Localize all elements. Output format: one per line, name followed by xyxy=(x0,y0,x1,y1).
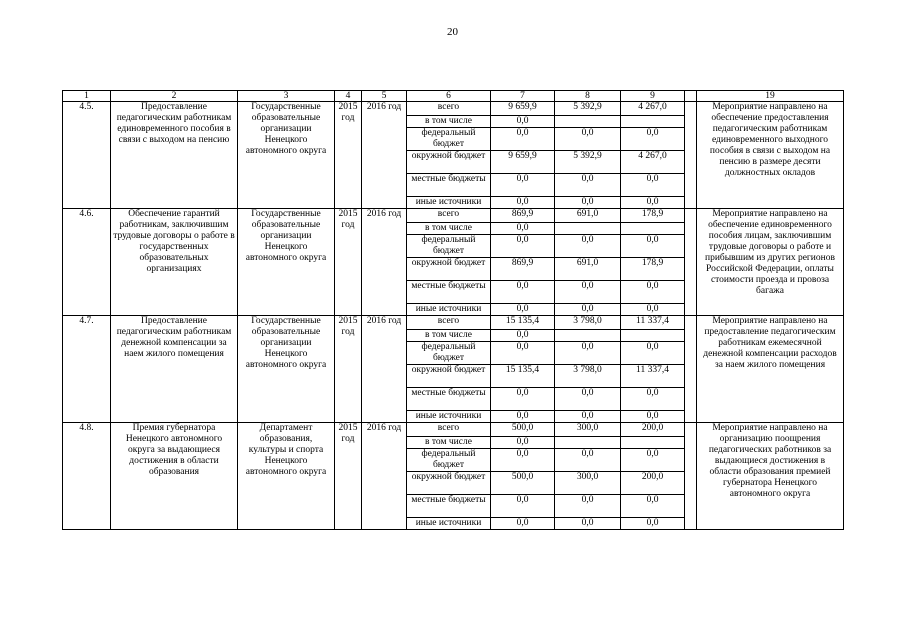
value-col8: 0,0 xyxy=(555,449,621,472)
value-col9: 0,0 xyxy=(621,174,685,197)
table-row xyxy=(63,102,844,116)
value-col8: 3 798,0 xyxy=(555,365,621,388)
measure-note: Мероприятие направлено на предоставление педагогическим работникам ежемесячной денежной компенсации расходов за наем жилого помещения xyxy=(697,316,844,423)
value-col8 xyxy=(555,223,621,235)
value-col7: 500,0 xyxy=(491,472,555,495)
value-col7: 0,0 xyxy=(491,197,555,209)
funding-source: всего xyxy=(407,423,491,437)
value-col8: 0,0 xyxy=(555,281,621,304)
funding-source: всего xyxy=(407,316,491,330)
header-cell: 1 xyxy=(63,91,111,102)
value-col8: 0,0 xyxy=(555,304,621,316)
value-col9: 0,0 xyxy=(621,128,685,151)
measure-number: 4.6. xyxy=(63,209,111,316)
value-col9: 178,9 xyxy=(621,209,685,223)
funding-source: в том числе xyxy=(407,330,491,342)
value-col7: 0,0 xyxy=(491,449,555,472)
measure-start-year: 2015 год xyxy=(335,209,362,316)
measure-note: Мероприятие направлено на обеспечение единовременного пособия лицам, заключившим трудовые договоры о работе и прибывшим из других регионов Российской Федерации, оплаты стоимости проезда и провоза багажа xyxy=(697,209,844,316)
value-col7: 0,0 xyxy=(491,116,555,128)
gap-cell xyxy=(685,209,697,316)
funding-source: окружной бюджет xyxy=(407,365,491,388)
value-col7: 15 135,4 xyxy=(491,365,555,388)
measure-end-year: 2016 год xyxy=(362,102,407,209)
measure-end-year: 2016 год xyxy=(362,316,407,423)
measure-number: 4.7. xyxy=(63,316,111,423)
value-col8: 3 798,0 xyxy=(555,316,621,330)
value-col8: 5 392,9 xyxy=(555,102,621,116)
funding-source: всего xyxy=(407,102,491,116)
funding-source: иные источники xyxy=(407,518,491,530)
value-col8: 5 392,9 xyxy=(555,151,621,174)
value-col9: 0,0 xyxy=(621,304,685,316)
funding-source: окружной бюджет xyxy=(407,151,491,174)
header-cell: 19 xyxy=(697,91,844,102)
measure-executor: Государственные образовательные организации Ненецкого автономного округа xyxy=(238,209,335,316)
funding-source: федеральный бюджет xyxy=(407,449,491,472)
value-col8: 300,0 xyxy=(555,472,621,495)
funding-source: иные источники xyxy=(407,411,491,423)
header-cell: 9 xyxy=(621,91,685,102)
funding-source: иные источники xyxy=(407,197,491,209)
value-col8: 0,0 xyxy=(555,495,621,518)
funding-source: окружной бюджет xyxy=(407,472,491,495)
measure-start-year: 2015 год xyxy=(335,423,362,530)
funding-source: местные бюджеты xyxy=(407,281,491,304)
value-col7: 0,0 xyxy=(491,388,555,411)
value-col7: 0,0 xyxy=(491,304,555,316)
value-col7: 869,9 xyxy=(491,258,555,281)
funding-source: иные источники xyxy=(407,304,491,316)
measure-note: Мероприятие направлено на обеспечение предоставления педагогическим работникам единовременного выходного пособия в связи с выходом на пенсию в размере десяти должностных окладов xyxy=(697,102,844,209)
value-col8 xyxy=(555,330,621,342)
table-row xyxy=(63,423,844,437)
funding-source: в том числе xyxy=(407,223,491,235)
funding-source: всего xyxy=(407,209,491,223)
value-col8: 691,0 xyxy=(555,209,621,223)
measure-number: 4.8. xyxy=(63,423,111,530)
measure-executor: Департамент образования, культуры и спорта Ненецкого автономного округа xyxy=(238,423,335,530)
value-col8: 0,0 xyxy=(555,174,621,197)
value-col9: 0,0 xyxy=(621,342,685,365)
funding-source: федеральный бюджет xyxy=(407,235,491,258)
header-gap xyxy=(685,91,697,102)
value-col9: 200,0 xyxy=(621,423,685,437)
value-col9: 4 267,0 xyxy=(621,102,685,116)
header-cell: 2 xyxy=(111,91,238,102)
value-col9: 11 337,4 xyxy=(621,316,685,330)
budget-table xyxy=(62,90,844,530)
measure-start-year: 2015 год xyxy=(335,316,362,423)
value-col7: 0,0 xyxy=(491,281,555,304)
funding-source: окружной бюджет xyxy=(407,258,491,281)
value-col9: 200,0 xyxy=(621,472,685,495)
value-col9: 11 337,4 xyxy=(621,365,685,388)
funding-source: местные бюджеты xyxy=(407,495,491,518)
header-cell: 4 xyxy=(335,91,362,102)
value-col7: 0,0 xyxy=(491,342,555,365)
table-row xyxy=(63,316,844,330)
funding-source: федеральный бюджет xyxy=(407,128,491,151)
value-col9 xyxy=(621,223,685,235)
measure-name: Предоставление педагогическим работникам единовременного пособия в связи с выходом на пенсию xyxy=(111,102,238,209)
gap-cell xyxy=(685,423,697,530)
header-cell: 5 xyxy=(362,91,407,102)
value-col9: 0,0 xyxy=(621,281,685,304)
value-col8: 0,0 xyxy=(555,197,621,209)
funding-source: местные бюджеты xyxy=(407,174,491,197)
page-number: 20 xyxy=(447,26,458,38)
value-col9: 0,0 xyxy=(621,197,685,209)
value-col7: 500,0 xyxy=(491,423,555,437)
header-cell: 3 xyxy=(238,91,335,102)
gap-cell xyxy=(685,102,697,209)
value-col8: 691,0 xyxy=(555,258,621,281)
table-row xyxy=(63,209,844,223)
measure-executor: Государственные образовательные организации Ненецкого автономного округа xyxy=(238,316,335,423)
funding-source: местные бюджеты xyxy=(407,388,491,411)
measure-end-year: 2016 год xyxy=(362,209,407,316)
value-col8 xyxy=(555,116,621,128)
measure-name: Обеспечение гарантий работникам, заключившим трудовые договоры о работе в государственных образовательных организациях xyxy=(111,209,238,316)
measure-start-year: 2015 год xyxy=(335,102,362,209)
value-col9: 178,9 xyxy=(621,258,685,281)
value-col8: 0,0 xyxy=(555,518,621,530)
funding-source: федеральный бюджет xyxy=(407,342,491,365)
value-col9: 4 267,0 xyxy=(621,151,685,174)
table-body xyxy=(63,102,844,530)
measure-executor: Государственные образовательные организации Ненецкого автономного округа xyxy=(238,102,335,209)
value-col7: 0,0 xyxy=(491,495,555,518)
header-cell: 7 xyxy=(491,91,555,102)
value-col7: 0,0 xyxy=(491,174,555,197)
value-col9: 0,0 xyxy=(621,388,685,411)
value-col8 xyxy=(555,437,621,449)
value-col7: 0,0 xyxy=(491,411,555,423)
measure-name: Предоставление педагогическим работникам денежной компенсации за наем жилого помещения xyxy=(111,316,238,423)
value-col9: 0,0 xyxy=(621,235,685,258)
header-cell: 6 xyxy=(407,91,491,102)
value-col9 xyxy=(621,116,685,128)
value-col8: 300,0 xyxy=(555,423,621,437)
measure-end-year: 2016 год xyxy=(362,423,407,530)
value-col7: 15 135,4 xyxy=(491,316,555,330)
value-col7: 869,9 xyxy=(491,209,555,223)
measure-note: Мероприятие направлено на организацию поощрения педагогических работников за выдающиеся достижения в области образования премией губернатора Ненецкого автономного округа xyxy=(697,423,844,530)
value-col7: 0,0 xyxy=(491,437,555,449)
value-col7: 9 659,9 xyxy=(491,102,555,116)
value-col8: 0,0 xyxy=(555,235,621,258)
value-col8: 0,0 xyxy=(555,128,621,151)
value-col7: 0,0 xyxy=(491,128,555,151)
value-col9 xyxy=(621,437,685,449)
header-cell: 8 xyxy=(555,91,621,102)
value-col9: 0,0 xyxy=(621,411,685,423)
value-col9 xyxy=(621,330,685,342)
value-col8: 0,0 xyxy=(555,342,621,365)
funding-source: в том числе xyxy=(407,116,491,128)
value-col7: 0,0 xyxy=(491,223,555,235)
value-col9: 0,0 xyxy=(621,518,685,530)
funding-source: в том числе xyxy=(407,437,491,449)
value-col7: 0,0 xyxy=(491,330,555,342)
value-col9: 0,0 xyxy=(621,449,685,472)
value-col7: 9 659,9 xyxy=(491,151,555,174)
value-col9: 0,0 xyxy=(621,495,685,518)
gap-cell xyxy=(685,316,697,423)
header-row xyxy=(63,91,844,102)
value-col7: 0,0 xyxy=(491,235,555,258)
value-col8: 0,0 xyxy=(555,388,621,411)
value-col7: 0,0 xyxy=(491,518,555,530)
value-col8: 0,0 xyxy=(555,411,621,423)
measure-number: 4.5. xyxy=(63,102,111,209)
measure-name: Премия губернатора Ненецкого автономного округа за выдающиеся достижения в области образования xyxy=(111,423,238,530)
